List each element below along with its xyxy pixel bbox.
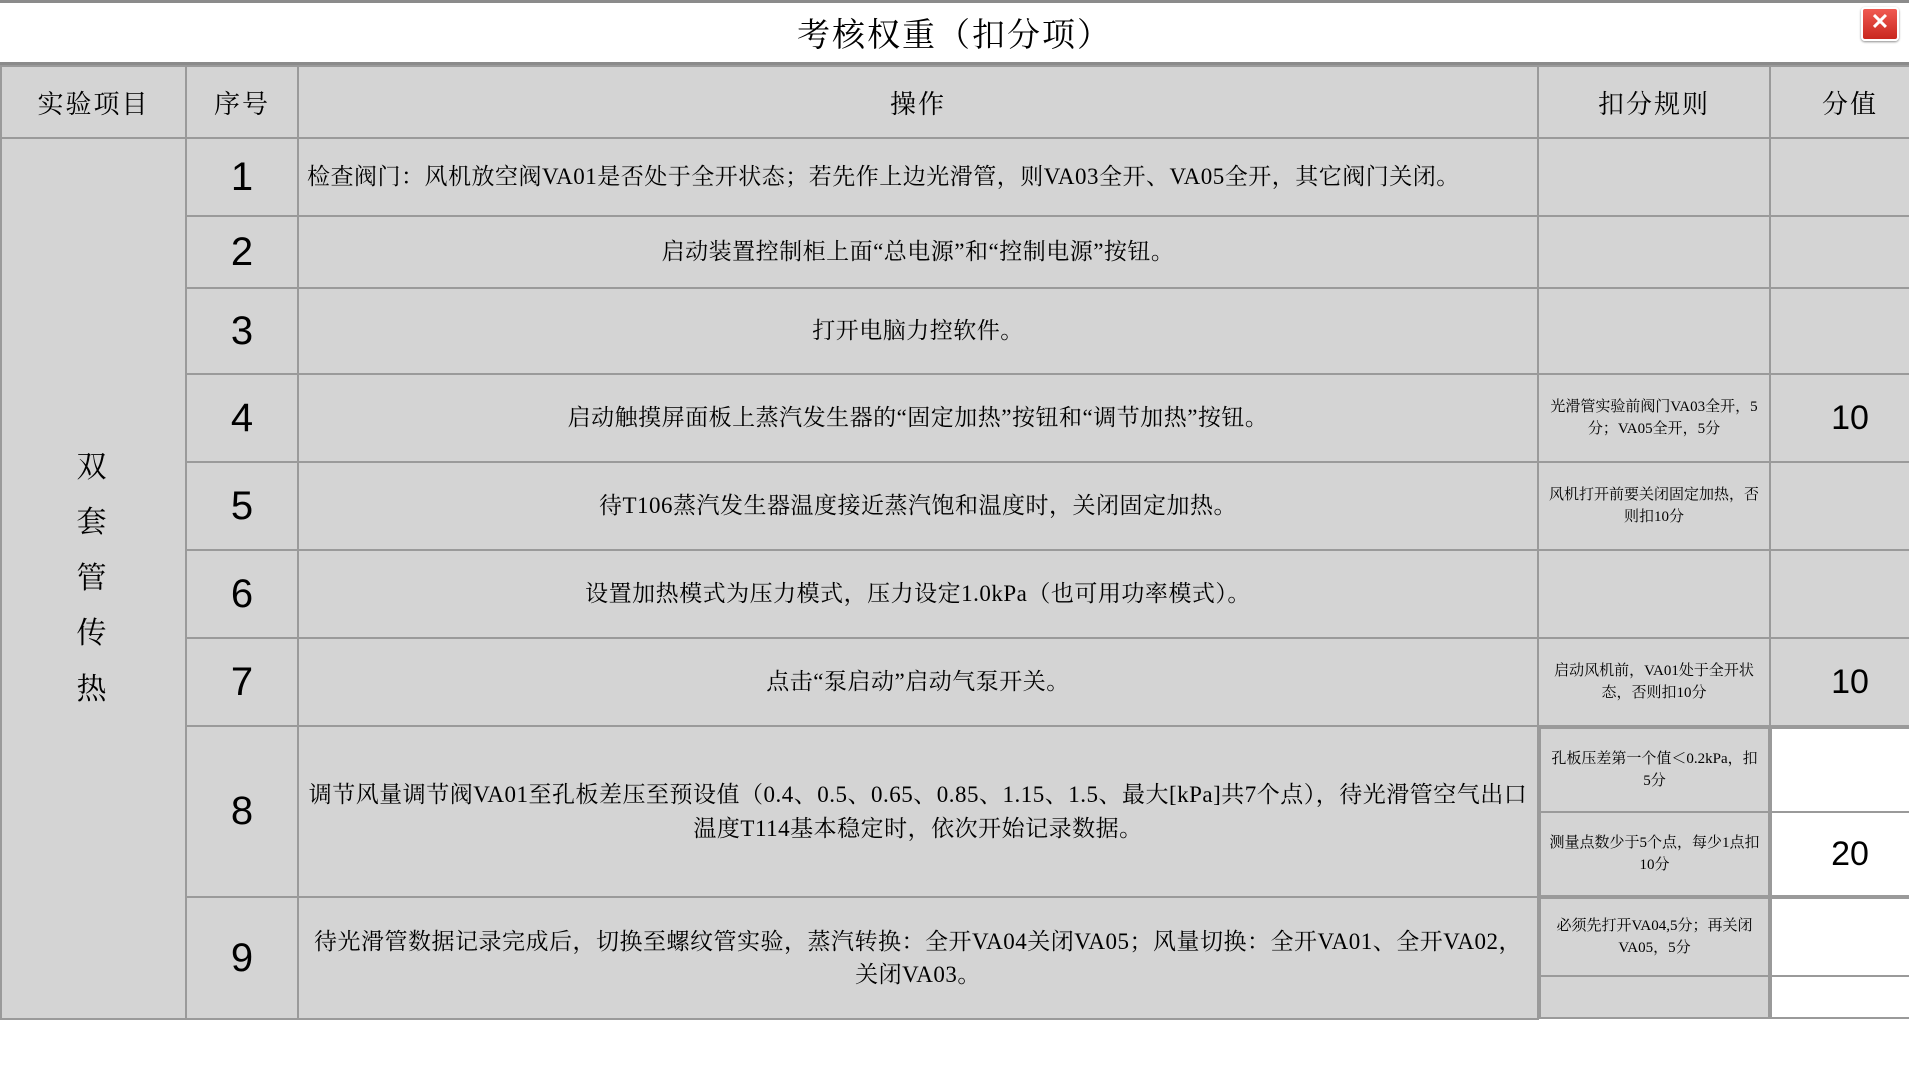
row-score: 10 — [1770, 638, 1909, 726]
row-seq: 1 — [186, 138, 298, 216]
row-seq: 9 — [186, 897, 298, 1019]
row-rule: 风机打开前要关闭固定加热，否则扣10分 — [1538, 462, 1770, 550]
column-header-rule: 扣分规则 — [1538, 66, 1770, 138]
row-rule — [1538, 288, 1770, 374]
row-rule: 启动风机前，VA01处于全开状态，否则扣10分 — [1538, 638, 1770, 726]
row-score-group — [1770, 897, 1909, 1019]
row-score-group — [1770, 726, 1909, 897]
table-row — [1, 374, 1909, 462]
column-header-score: 分值 — [1770, 66, 1909, 138]
row-rule-next — [1540, 976, 1769, 1018]
item-char: 套 — [76, 506, 111, 540]
table-header-row — [1, 66, 1909, 138]
row-operation: 启动装置控制柜上面“总电源”和“控制电源”按钮。 — [298, 216, 1538, 288]
table-row — [1, 288, 1909, 374]
row-operation: 调节风量调节阀VA01至孔板差压至预设值（0.4、0.5、0.65、0.85、1.15、1.5、最大[kPa]共7个点），待光滑管空气出口温度T114基本稳定时，依次开始记录数据。 — [298, 726, 1538, 897]
row-score — [1770, 288, 1909, 374]
item-char: 双 — [76, 450, 111, 484]
row-operation: 启动触摸屏面板上蒸汽发生器的“固定加热”按钮和“调节加热”按钮。 — [298, 374, 1538, 462]
table-row — [1, 216, 1909, 288]
row-seq: 2 — [186, 216, 298, 288]
row-operation: 点击“泵启动”启动气泵开关。 — [298, 638, 1538, 726]
row-rule: 孔板压差第一个值＜0.2kPa，扣5分 — [1540, 728, 1769, 812]
table-row — [1, 138, 1909, 216]
row-score — [1770, 462, 1909, 550]
row-score: 20 — [1771, 812, 1909, 896]
row-score — [1771, 728, 1909, 812]
table-row — [1, 638, 1909, 726]
row-score-next — [1771, 976, 1909, 1018]
row-score — [1770, 216, 1909, 288]
table-row — [1, 550, 1909, 638]
close-icon[interactable]: ✕ — [1861, 7, 1899, 41]
page-title: 考核权重（扣分项） — [797, 18, 1112, 54]
row-rule: 必须先打开VA04,5分；再关闭VA05，5分 — [1540, 898, 1769, 976]
row-rule — [1538, 216, 1770, 288]
row-operation: 打开电脑力控软件。 — [298, 288, 1538, 374]
row-rule-group — [1538, 726, 1770, 897]
table-row — [1, 726, 1909, 897]
row-rule — [1538, 550, 1770, 638]
assessment-weight-table — [0, 65, 1909, 1020]
row-score: 10 — [1770, 374, 1909, 462]
table-row — [1, 462, 1909, 550]
row-operation: 检查阀门：风机放空阀VA01是否处于全开状态；若先作上边光滑管，则VA03全开、VA05全开，其它阀门关闭。 — [298, 138, 1538, 216]
row-rule — [1538, 138, 1770, 216]
row-seq: 5 — [186, 462, 298, 550]
row-score — [1770, 550, 1909, 638]
item-char: 热 — [76, 672, 111, 706]
row-rule: 测量点数少于5个点，每少1点扣10分 — [1540, 812, 1769, 896]
row-score — [1770, 138, 1909, 216]
row-rule-group — [1538, 897, 1770, 1019]
row-seq: 8 — [186, 726, 298, 897]
row-operation: 设置加热模式为压力模式，压力设定1.0kPa（也可用功率模式）。 — [298, 550, 1538, 638]
row-seq: 4 — [186, 374, 298, 462]
row-operation: 待光滑管数据记录完成后，切换至螺纹管实验，蒸汽转换：全开VA04关闭VA05；风量切换：全开VA01、全开VA02，关闭VA03。 — [298, 897, 1538, 1019]
item-char: 管 — [76, 561, 111, 595]
column-header-operation: 操作 — [298, 66, 1538, 138]
row-seq: 3 — [186, 288, 298, 374]
row-rule: 光滑管实验前阀门VA03全开，5分；VA05全开，5分 — [1538, 374, 1770, 462]
row-operation: 待T106蒸汽发生器温度接近蒸汽饱和温度时，关闭固定加热。 — [298, 462, 1538, 550]
column-header-item: 实验项目 — [1, 66, 186, 138]
table-row — [1, 897, 1909, 1019]
experiment-item-cell — [1, 138, 186, 1019]
dialog-title-bar — [0, 3, 1909, 65]
row-score — [1771, 898, 1909, 976]
column-header-seq: 序号 — [186, 66, 298, 138]
row-seq: 6 — [186, 550, 298, 638]
item-char: 传 — [76, 617, 111, 651]
row-seq: 7 — [186, 638, 298, 726]
